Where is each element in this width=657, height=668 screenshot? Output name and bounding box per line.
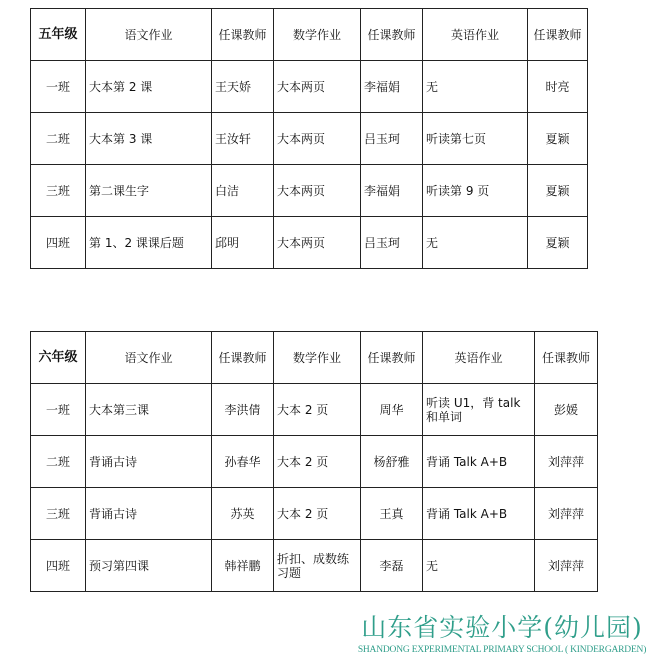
english-homework: 听读第七页 [423,113,528,165]
english-homework: 背诵 Talk A+B [423,488,535,540]
chinese-homework: 预习第四课 [86,540,212,592]
math-homework: 大本两页 [274,113,361,165]
english-homework: 无 [423,61,528,113]
header-english-teacher: 任课教师 [528,9,588,61]
chinese-teacher: 白洁 [212,165,274,217]
english-teacher: 彭媛 [535,384,598,436]
english-teacher: 夏颖 [528,217,588,269]
math-teacher: 王真 [361,488,423,540]
chinese-teacher: 王天娇 [212,61,274,113]
class-name: 一班 [31,384,86,436]
class-name: 四班 [31,217,86,269]
header-english-homework: 英语作业 [423,9,528,61]
english-teacher: 刘萍萍 [535,488,598,540]
table-row [31,488,598,540]
table-row [31,113,588,165]
header-math-teacher: 任课教师 [361,9,423,61]
table-row [31,436,598,488]
math-teacher: 吕玉珂 [361,113,423,165]
class-name: 二班 [31,113,86,165]
english-teacher: 时亮 [528,61,588,113]
english-homework: 听读 U1，背 talk 和单词 [423,384,535,436]
english-homework: 背诵 Talk A+B [423,436,535,488]
grade6-homework-table [30,331,598,592]
math-teacher: 吕玉珂 [361,217,423,269]
english-homework: 无 [423,217,528,269]
school-logo [352,612,652,656]
header-math-teacher: 任课教师 [361,332,423,384]
header-chinese-teacher: 任课教师 [212,332,274,384]
math-teacher: 周华 [361,384,423,436]
english-homework: 听读第 9 页 [423,165,528,217]
math-homework: 大本两页 [274,61,361,113]
table-row [31,165,588,217]
english-teacher: 夏颖 [528,165,588,217]
class-name: 二班 [31,436,86,488]
header-chinese-teacher: 任课教师 [212,9,274,61]
header-math-homework: 数学作业 [274,332,361,384]
math-homework: 折扣、成数练习题 [274,540,361,592]
header-math-homework: 数学作业 [274,9,361,61]
chinese-teacher: 孙春华 [212,436,274,488]
table-row [31,384,598,436]
chinese-teacher: 李洪倩 [212,384,274,436]
class-name: 一班 [31,61,86,113]
chinese-homework: 第 1、2 课课后题 [86,217,212,269]
chinese-homework: 大本第 2 课 [86,61,212,113]
math-homework: 大本两页 [274,217,361,269]
math-homework: 大本 2 页 [274,384,361,436]
header-row [31,9,588,61]
math-homework: 大本 2 页 [274,436,361,488]
header-english-homework: 英语作业 [423,332,535,384]
school-name-cn: 山东省实验小学(幼儿园) [361,613,643,642]
math-teacher: 杨舒雅 [361,436,423,488]
chinese-homework: 背诵古诗 [86,436,212,488]
english-homework: 无 [423,540,535,592]
grade-label: 六年级 [31,332,86,384]
math-homework: 大本 2 页 [274,488,361,540]
chinese-teacher: 苏英 [212,488,274,540]
chinese-homework: 背诵古诗 [86,488,212,540]
math-teacher: 李福娟 [361,165,423,217]
header-english-teacher: 任课教师 [535,332,598,384]
table-row [31,540,598,592]
chinese-homework: 第二课生字 [86,165,212,217]
math-homework: 大本两页 [274,165,361,217]
english-teacher: 刘萍萍 [535,540,598,592]
header-chinese-homework: 语文作业 [86,9,212,61]
header-chinese-homework: 语文作业 [86,332,212,384]
class-name: 四班 [31,540,86,592]
math-teacher: 李福娟 [361,61,423,113]
chinese-homework: 大本第 3 课 [86,113,212,165]
chinese-teacher: 邱明 [212,217,274,269]
table-row [31,61,588,113]
class-name: 三班 [31,165,86,217]
table-row [31,217,588,269]
chinese-teacher: 韩祥鹏 [212,540,274,592]
chinese-homework: 大本第三课 [86,384,212,436]
chinese-teacher: 王汝轩 [212,113,274,165]
math-teacher: 李磊 [361,540,423,592]
grade-label: 五年级 [31,9,86,61]
english-teacher: 夏颖 [528,113,588,165]
school-name-en: SHANDONG EXPERIMENTAL PRIMARY SCHOOL ( KINDERGARDEN) [357,645,647,655]
grade5-homework-table [30,8,588,269]
class-name: 三班 [31,488,86,540]
header-row [31,332,598,384]
english-teacher: 刘萍萍 [535,436,598,488]
